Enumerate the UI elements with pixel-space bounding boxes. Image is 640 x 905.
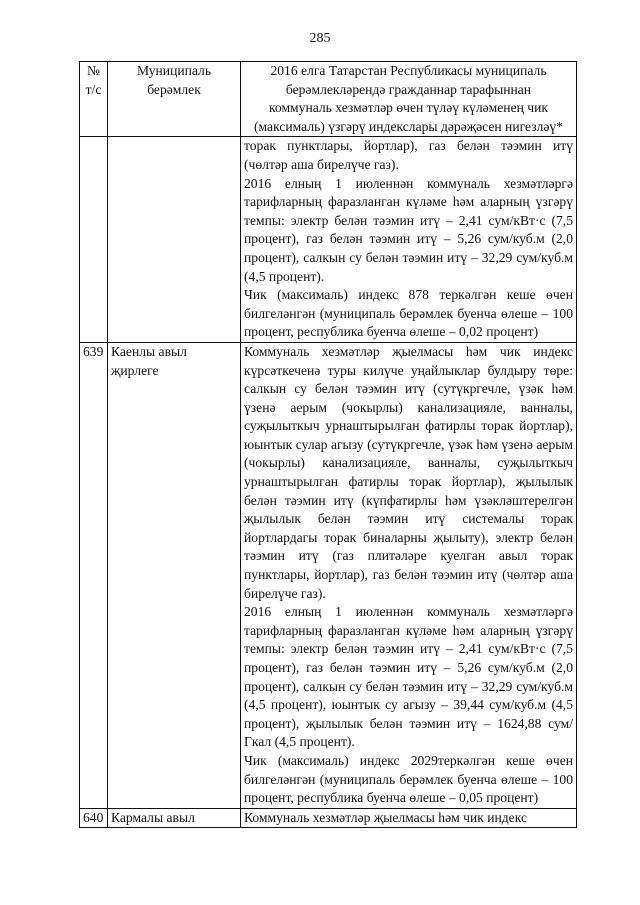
header-municipality-line1: Муниципаль (136, 63, 212, 78)
row-number: 639 (80, 342, 108, 808)
header-index-line: берәмлекләрендә гражданнар тарафыннан (285, 81, 532, 97)
row-paragraph: 2016 елның 1 июленнән коммуналь хезмәтләргә тарифларның фаразланган күләме һәм аларның үзгәрү темпы: электр белән тәэмин итү – 2,41 сум/кВт·с (7,5 процент), газ белән тәэмин итү – 5,26 сум/куб.м (2,0 процент), салкын су белән тәэмин итү – 32,29 сум/куб.м (4,5 процент), юынтык су агызу – 39,44 сум/куб.м (4,5 процент), җылылык белән тәэмин итү – 1624,88 сум/Гкал (4,5 процент). (244, 604, 573, 750)
index-table (79, 61, 577, 828)
row-number (80, 137, 108, 343)
row-municipality: Кармалы авыл (108, 808, 241, 828)
header-index-line: (максималь) үзгәрү индекслары дәрәҗәсен нигезләү* (254, 118, 563, 134)
header-index-justification (241, 62, 577, 137)
row-municipality (108, 137, 241, 343)
row-paragraph: Коммуналь хезмәтләр җыелмасы һәм чик индекс (244, 809, 528, 825)
header-municipality-line2: берәмлек (147, 81, 201, 97)
row-paragraph: Чик (максималь) индекс 2029теркәлгән кеше өчен билгеләнгән (муниципаль берәмлек буенча өлеше – 100 процент, республика буенча өлеше – 0,05 процент) (244, 752, 573, 806)
row-paragraph: 2016 елның 1 июленнән коммуналь хезмәтләргә тарифларның фаразланган күләме һәм аларның үзгәрү темпы: электр белән тәэмин итү – 2,41 сум/кВт·с (7,5 процент), газ белән тәэмин итү – 5,26 сум/куб.м (2,0 процент), салкын су белән тәэмин итү – 32,29 сум/куб.м (4,5 процент). (244, 175, 573, 284)
header-number-line1: № (87, 63, 100, 78)
table-header-row (80, 62, 577, 137)
header-municipality (108, 62, 241, 137)
header-index-line: 2016 елга Татарстан Республикасы муниципаль (270, 63, 547, 78)
row-number: 640 (80, 808, 108, 828)
row-paragraph: Чик (максималь) индекс 878 теркәлгән кеше өчен билгеләнгән (муниципаль берәмлек буенча өлеше – 100 процент, республика буенча өлеше – 0,02 процент) (244, 287, 573, 340)
header-index-line: коммуналь хезмәтләр өчен түләү күләменең чик (269, 100, 548, 116)
table-row (80, 137, 577, 343)
header-number (80, 62, 108, 137)
table-row (80, 808, 577, 828)
row-text (241, 342, 577, 808)
table-row (80, 342, 577, 808)
row-text (241, 137, 577, 343)
row-municipality: Каенлы авыл җирлеге (108, 342, 241, 808)
row-paragraph: Коммуналь хезмәтләр җыелмасы һәм чик индекс күрсәткеченә туры килүче уңайлыклар булдыру төре: салкын су белән тәэмин итү (сутүкргечле, үзәк һәм үзенә аерым (чокырлы) канализацияле, ванналы, суҗылыткыч урнаштырылган фатирлы торак йортлар), юынтык сулар агызу (сутүкргечле, үзәк һәм үзенә аерым (чокырлы) канализацияле, ванналы, суҗылыткыч урнаштырылган фатирлы торак йортлар), җылылык белән тәэмин итү (күпфатирлы һәм үзәкләштерелгән җылылык белән тәэмин итү системалы торак йортлардагы торак биналарны җылыту), электр белән тәэмин итү (газ плитәләре куелган авыл торак пунктлары, йортлар), газ белән тәэмин итү (чөлтәр аша бирелүче газ). (244, 343, 573, 601)
page-number: 285 (309, 31, 331, 46)
header-number-line2: т/с (85, 81, 102, 97)
row-text (241, 808, 577, 828)
row-paragraph: торак пунктлары, йортлар), газ белән тәэмин итү (чөлтәр аша бирелүче газ). (244, 138, 573, 172)
